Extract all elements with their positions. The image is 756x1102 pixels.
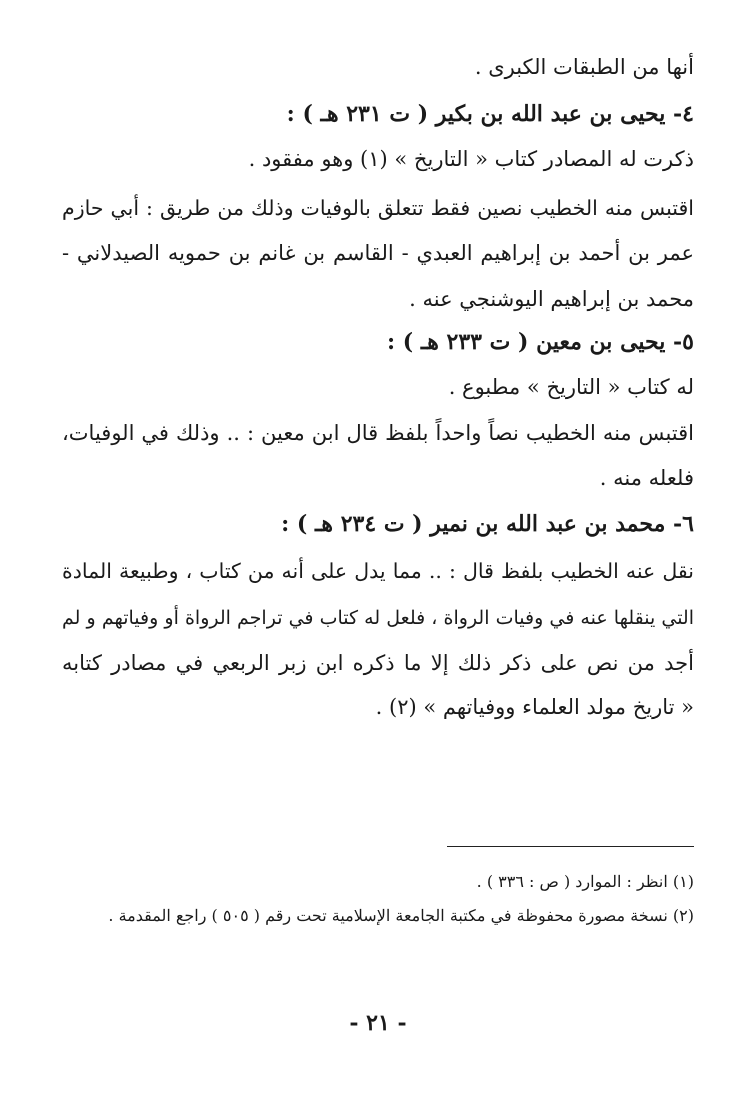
section-heading: ٥- يحيى بن معين ( ت ٢٣٣ هـ ) : — [386, 329, 694, 355]
footnote: (٢) نسخة مصورة محفوظة في مكتبة الجامعة الإسلامية تحت رقم ( ٥٠٥ ) راجع المقدمة . — [108, 906, 694, 925]
text-line: أجد من نص على ذكر ذلك إلا ما ذكره ابن زبر الربعي في مصادر كتابه — [62, 651, 694, 675]
text-line: اقتبس منه الخطيب نصين فقط تتعلق بالوفيات وذلك من طريق : أبي حازم — [62, 196, 694, 220]
text-line: له كتاب « التاريخ » مطبوع . — [448, 375, 694, 399]
text-line: أنها من الطبقات الكبرى . — [474, 55, 694, 79]
footnote-separator — [447, 846, 694, 847]
text-line: نقل عنه الخطيب بلفظ قال : .. مما يدل على أنه من كتاب ، وطبيعة المادة — [62, 559, 694, 583]
text-line: محمد بن إبراهيم اليوشنجي عنه . — [409, 287, 694, 311]
text-line: التي ينقلها عنه في وفيات الرواة ، فلعل له كتاب في تراجم الرواة أو وفياتهم و لم — [62, 607, 694, 629]
section-heading: ٦- محمد بن عبد الله بن نمير ( ت ٢٣٤ هـ ) : — [281, 511, 694, 537]
page-number: - ٢١ - — [349, 1010, 407, 1036]
text-line: ذكرت له المصادر كتاب « التاريخ » (١) وهو مفقود . — [248, 147, 694, 171]
text-line: « تاريخ مولد العلماء ووفياتهم » (٢) . — [375, 695, 694, 719]
text-line: فلعله منه . — [599, 466, 694, 490]
section-heading: ٤- يحيى بن عبد الله بن بكير ( ت ٢٣١ هـ ) : — [286, 101, 694, 127]
footnote: (١) انظر : الموارد ( ص : ٣٣٦ ) . — [476, 872, 694, 891]
text-line: اقتبس منه الخطيب نصاً واحداً بلفظ قال ابن معين : .. وذلك في الوفيات، — [62, 421, 694, 445]
text-line: عمر بن أحمد بن إبراهيم العبدي - القاسم بن غانم بن حمويه الصيدلاني - — [62, 241, 694, 265]
